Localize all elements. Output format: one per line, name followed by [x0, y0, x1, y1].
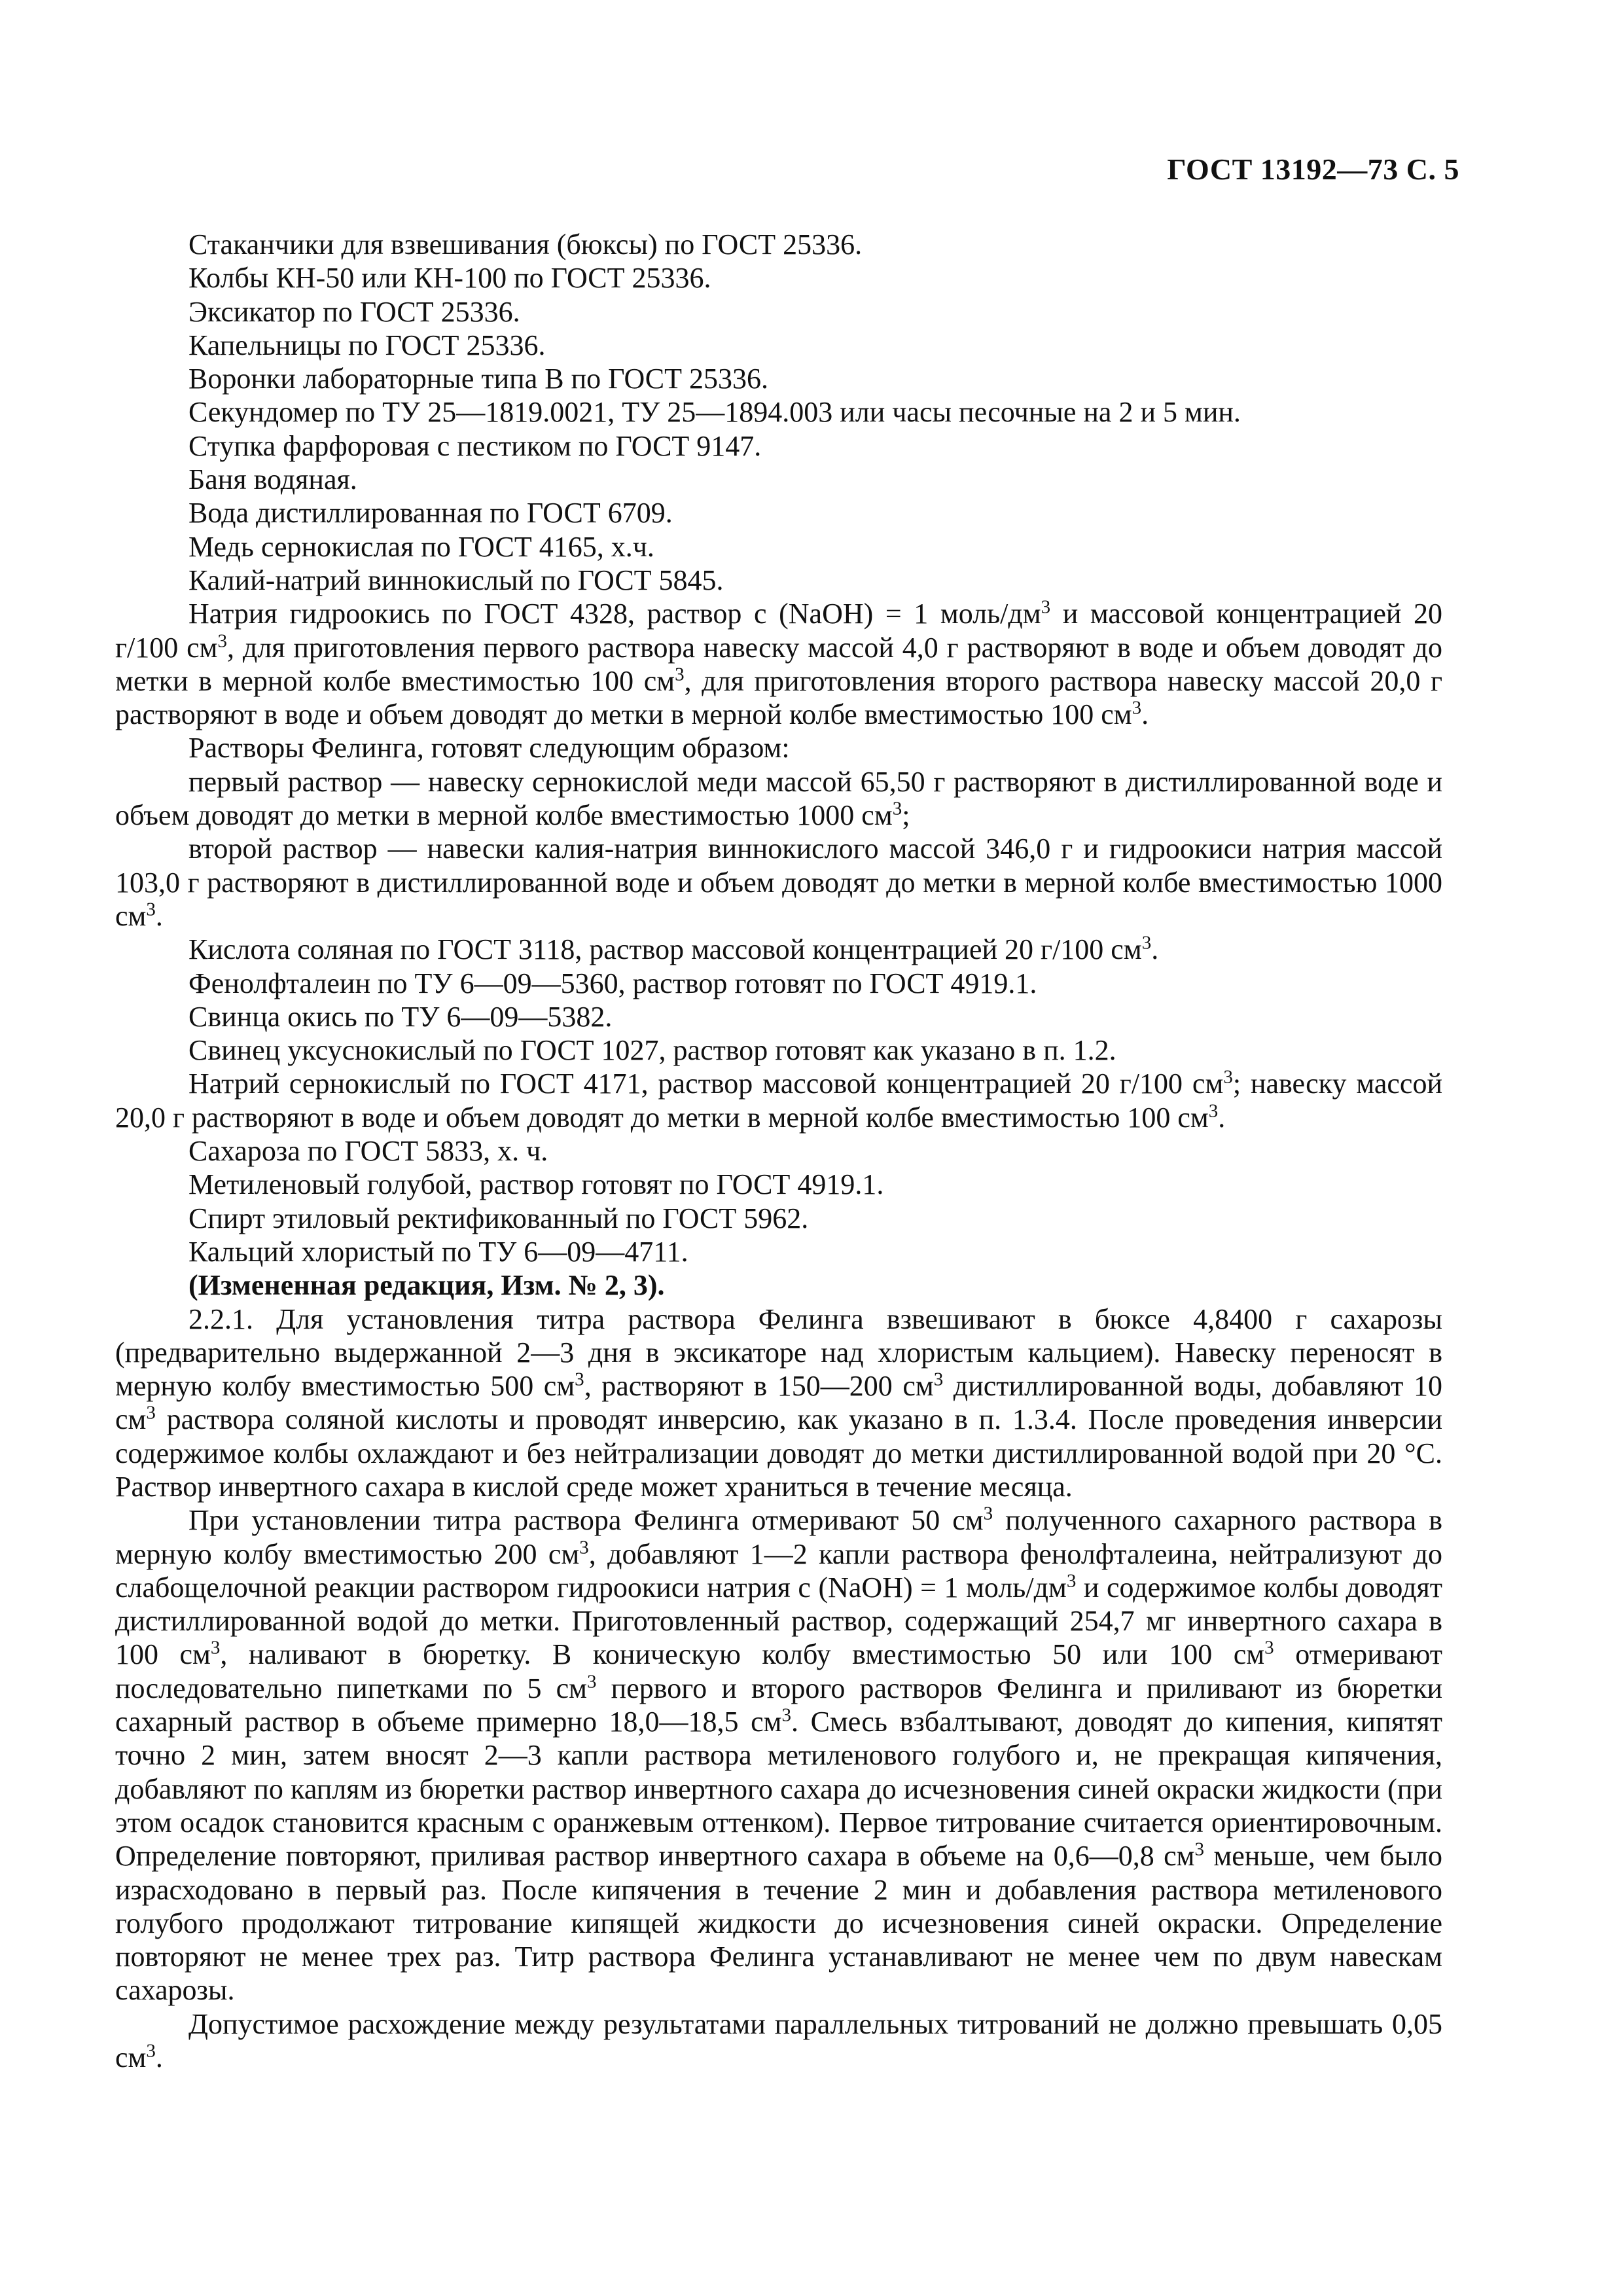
paragraph: Свинец уксуснокислый по ГОСТ 1027, раствор готовят как указано в п. 1.2.: [188, 1034, 1116, 1067]
paragraph: Растворы Фелинга, готовят следующим образом:: [188, 732, 790, 764]
paragraph: Сахароза по ГОСТ 5833, х. ч.: [188, 1135, 548, 1168]
running-header: ГОСТ 13192—73 С. 5: [1167, 152, 1459, 186]
paragraph: Спирт этиловый ректификованный по ГОСТ 5962.: [188, 1202, 809, 1234]
document-body: [115, 228, 1442, 2074]
paragraph: Натрий сернокислый по ГОСТ 4171, раствор массовой концентрацией 20 г/100 $см^3$; навеску массой 20,0 г растворяют в воде и объем доводят до метки в мерной колбе вместимостью 100 $см^3$.: [115, 1066, 1443, 1134]
paragraph: первый раствор — навеску сернокислой меди массой 65,50 г растворяют в дистиллированной воде и объем доводят до метки в мерной колбе вместимостью 1000 $см^3$;: [115, 765, 1442, 832]
paragraph: Вода дистиллированная по ГОСТ 6709.: [188, 497, 673, 529]
paragraph: Кислота соляная по ГОСТ 3118, раствор массовой концентрацией 20 г/100 $см^3$.: [188, 932, 1159, 966]
paragraph: Секундомер по ТУ 25—1819.0021, ТУ 25—1894.003 или часы песочные на 2 и 5 мин.: [188, 396, 1241, 429]
paragraph: Стаканчики для взвешивания (бюксы) по ГОСТ 25336.: [188, 228, 863, 260]
paragraph: Баня водяная.: [188, 463, 357, 496]
paragraph: Допустимое расхождение между результатами параллельных титрований не должно превышать 0,05 $см^3$.: [115, 2007, 1442, 2074]
paragraph: Натрия гидроокись по ГОСТ 4328, раствор c (NaOH) = 1 моль/$дм^3$ и массовой концентрацией 20 г/100 $см^3$, для приготовления первого раствора навеску массой 4,0 г растворяют в воде и объем доводят до метки в мерной колбе вместимостью 100 $см^3$, для приготовления второго раствора навеску массой 20,0 г растворяют в воде и объем доводят до метки в мерной колбе вместимостью 100 $см^3$.: [115, 596, 1443, 731]
paragraph: Кальций хлористый по ТУ 6—09—4711.: [188, 1235, 688, 1268]
paragraph: Свинца окись по ТУ 6—09—5382.: [188, 1000, 613, 1033]
paragraph: При установлении титра раствора Фелинга отмеривают 50 $см^3$ полученного сахарного раствора в мерную колбу вместимостью 200 $см^3$, добавляют 1—2 капли раствора фенолфталеина, нейтрализуют до слабощелочной реакции раствором гидроокиси натрия c (NaOH) = 1 моль/$дм^3$ и содержимое колбы доводят дистиллированной водой до метки. Приготовленный раствор, содержащий 254,7 мг инвертного сахара в 100 $см^3$, наливают в бюретку. В коническую колбу вместимостью 50 или 100 $см^3$ отмеривают последовательно пипетками по 5 $см^3$ первого и второго растворов Фелинга и приливают из бюретки сахарный раствор в объеме примерно 18,0—18,5 $см^3$. Смесь взбалтывают, доводят до кипения, кипятят точно 2 мин, затем вносят 2—3 капли раствора метиленового голубого и, не прекращая кипячения, добавляют по каплям из бюретки раствор инвертного сахара до исчезновения синей окраски жидкости (при этом осадок становится красным с оранжевым оттенком). Первое титрование считается ориентировочным. Определение повторяют, приливая раствор инвертного сахара в объеме на 0,6—0,8 $см^3$ меньше, чем было израсходовано в первый раз. После кипячения в течение 2 мин и добавления раствора метиленового голубого продолжают титрование кипящей жидкости до исчезновения синей окраски. Определение повторяют не менее трех раз. Титр раствора Фелинга устанавливают не менее чем по двум навескам сахарозы.: [115, 1503, 1443, 2007]
paragraph: 2.2.1. Для установления титра раствора Фелинга взвешивают в бюксе 4,8400 г сахарозы (предварительно выдержанной 2—3 дня в эксикаторе над хлористым кальцием). Навеску переносят в мерную колбу вместимостью 500 $см^3$, растворяют в 150—200 $см^3$ дистиллированной воды, добавляют 10 $см^3$ раствора соляной кислоты и проводят инверсию, как указано в п. 1.3.4. После проведения инверсии содержимое колбы охлаждают и без нейтрализации доводят до метки дистиллированной водой при 20 °С. Раствор инвертного сахара в кислой среде может храниться в течение месяца.: [115, 1302, 1442, 1503]
paragraph: Эксикатор по ГОСТ 25336.: [188, 295, 520, 328]
paragraph: Воронки лабораторные типа В по ГОСТ 25336.: [188, 363, 768, 395]
paragraph: Капельницы по ГОСТ 25336.: [188, 329, 546, 361]
paragraph: Колбы КН-50 или КН-100 по ГОСТ 25336.: [188, 262, 711, 295]
paragraph: Медь сернокислая по ГОСТ 4165, х.ч.: [188, 530, 654, 563]
paragraph: второй раствор — навески калия-натрия виннокислого массой 346,0 г и гидроокиси натрия массой 103,0 г растворяют в дистиллированной воде и объем доводят до метки в мерной колбе вместимостью 1000 $см^3$.: [115, 833, 1442, 932]
paragraph: Фенолфталеин по ТУ 6—09—5360, раствор готовят по ГОСТ 4919.1.: [188, 967, 1037, 999]
paragraph: Калий-натрий виннокислый по ГОСТ 5845.: [188, 564, 724, 596]
amendment-note: (Измененная редакция, Изм. № 2, 3).: [188, 1269, 665, 1302]
paragraph: Метиленовый голубой, раствор готовят по ГОСТ 4919.1.: [188, 1168, 884, 1201]
paragraph: Ступка фарфоровая с пестиком по ГОСТ 9147.: [188, 429, 762, 462]
